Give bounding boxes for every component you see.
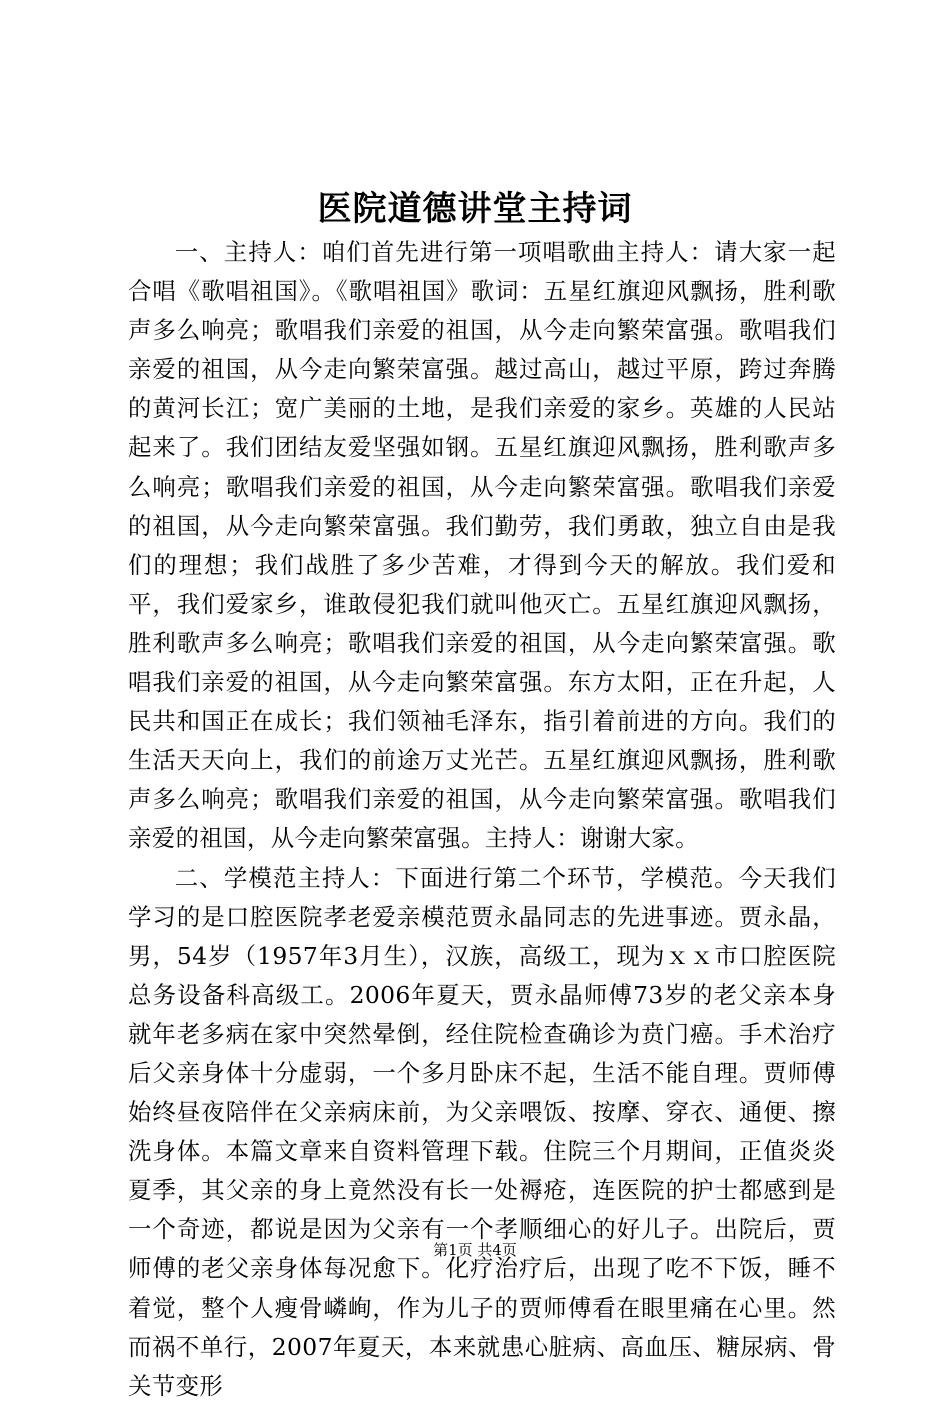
document-body	[128, 233, 836, 1406]
page-number-footer: 第1页 共4页	[433, 1241, 517, 1259]
paragraph-host-song: 一、主持人：咱们首先进行第一项唱歌曲主持人：请大家一起合唱《歌唱祖国》。《歌唱祖国》歌词：五星红旗迎风飘扬，胜利歌声多么响亮；歌唱我们亲爱的祖国，从今走向繁荣富强。歌唱我们亲爱的祖国，从今走向繁荣富强。越过高山，越过平原，跨过奔腾的黄河长江；宽广美丽的土地，是我们亲爱的家乡。英雄的人民站起来了。我们团结友爱坚强如钢。五星红旗迎风飘扬，胜利歌声多么响亮；歌唱我们亲爱的祖国，从今走向繁荣富强。歌唱我们亲爱的祖国，从今走向繁荣富强。我们勤劳，我们勇敢，独立自由是我们的理想；我们战胜了多少苦难，才得到今天的解放。我们爱和平，我们爱家乡，谁敢侵犯我们就叫他灭亡。五星红旗迎风飘扬，胜利歌声多么响亮；歌唱我们亲爱的祖国，从今走向繁荣富强。歌唱我们亲爱的祖国，从今走向繁荣富强。东方太阳，正在升起，人民共和国正在成长；我们领袖毛泽东，指引着前进的方向。我们的生活天天向上，我们的前途万丈光芒。五星红旗迎风飘扬，胜利歌声多么响亮；歌唱我们亲爱的祖国，从今走向繁荣富强。歌唱我们亲爱的祖国，从今走向繁荣富强。主持人：谢谢大家。	[128, 238, 836, 853]
paragraph-model-story: 二、学模范主持人：下面进行第二个环节，学模范。今天我们学习的是口腔医院孝老爱亲模范贾永晶同志的先进事迹。贾永晶，男，54岁（1957年3月生），汉族，高级工，现为ｘｘ市口腔医院总务设备科高级工。2006年夏天，贾永晶师傅73岁的老父亲本身就年老多病在家中突然晕倒，经住院检查确诊为贲门癌。手术治疗后父亲身体十分虚弱，一个多月卧床不起，生活不能自理。贾师傅始终昼夜陪伴在父亲病床前，为父亲喂饭、按摩、穿衣、通便、擦洗身体。本篇文章来自资料管理下载。住院三个月期间，正值炎炎夏季，其父亲的身上竟然没有长一处褥疮，连医院的护士都感到是一个奇迹，都说是因为父亲有一个孝顺细心的好儿子。出院后，贾师傅的老父亲身体每况愈下。化疗治疗后，出现了吃不下饭，睡不着觉，整个人瘦骨嶙峋，作为儿子的贾师傅看在眼里痛在心里。然而祸不单行，2007年夏天，本来就患心脏病、高血压、糖尿病、骨关节变形	[128, 863, 836, 1400]
document-title: 医院道德讲堂主持词	[317, 189, 633, 229]
